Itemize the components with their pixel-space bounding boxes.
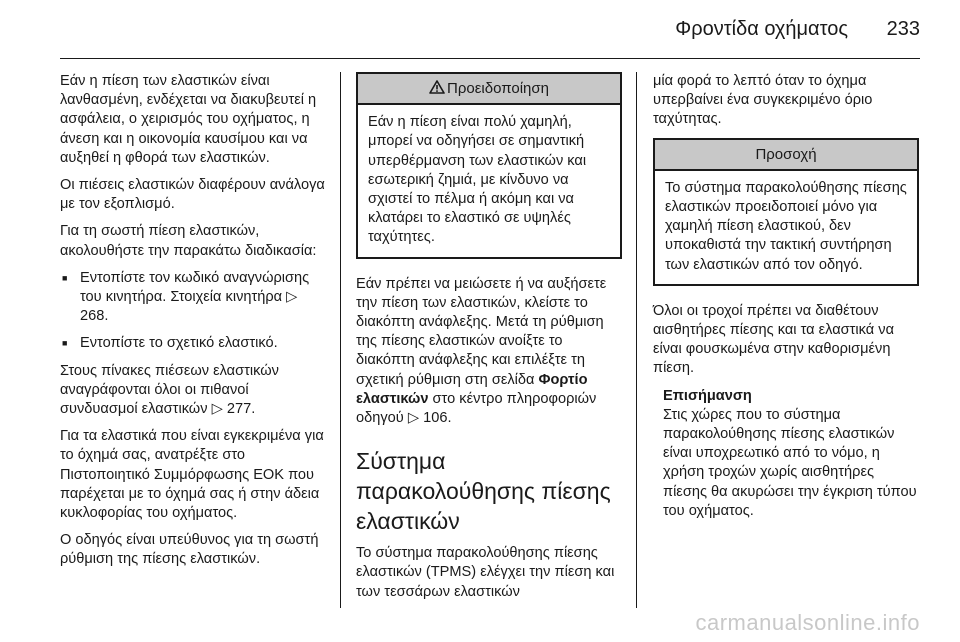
warning-title: Προειδοποίηση (447, 80, 549, 97)
warning-box (356, 72, 622, 259)
note-block (653, 387, 919, 521)
column-1 (60, 72, 326, 578)
paragraph: Όλοι οι τροχοί πρέπει να διαθέτουν αισθητήρες πίεσης και τα ελαστικά να είναι φουσκωμένα στην καθορισμένη πίεση. (653, 302, 895, 377)
column-2 (356, 72, 622, 610)
section-heading: Σύστημα παρακολούθησης πίεσης ελαστικών (356, 448, 611, 535)
page-number: 233 (886, 18, 920, 40)
header-divider (60, 58, 920, 59)
triangle-arrow-ref-icon: ▷ (286, 289, 298, 306)
note-title: Επισήμανση (663, 387, 752, 404)
warning-box-header (358, 74, 620, 105)
square-bullet-icon: ■ (62, 338, 68, 349)
paragraph: Εάν πρέπει να μειώσετε ή να αυξήσετε την πίεση των ελαστικών, κλείστε το διακόπτη ανάφλεξης. Μετά τη ρύθμιση της πίεσης ελαστικών ανοίξτε το διακόπτη ανάφλεξης και επιλέξτε τη σχετική ρύθμιση στη σελίδα Φορτίο ελαστικών στο κέντρο πληροφοριών οδηγού ▷ 106. (356, 275, 607, 427)
triangle-arrow-ref-icon: ▷ (211, 401, 223, 418)
paragraph: Για τα ελαστικά που είναι εγκεκριμένα για το όχημά σας, ανατρέξτε στο Πιστοποιητικό Συμμόρφωσης ΕΟΚ που παρέχεται με το όχημά σας ή στην άδεια κυκλοφορίας του οχήματος. (60, 428, 324, 522)
page-reference[interactable]: 277. (226, 401, 256, 418)
list-item (60, 334, 326, 353)
paragraph: Οι πιέσεις ελαστικών διαφέρουν ανάλογα με τον εξοπλισμό. (60, 177, 325, 213)
page-reference[interactable]: 268. (80, 308, 109, 325)
list-item-text: Εντοπίστε τον κωδικό αναγνώρισης του κινητήρα. Στοιχεία κινητήρα (80, 269, 310, 306)
square-bullet-icon: ■ (62, 272, 68, 283)
list-item-text: Εντοπίστε το σχετικό ελαστικό. (80, 335, 278, 352)
watermark: carmanualsonline.info (695, 610, 920, 635)
section-title: Φροντίδα οχήματος (675, 18, 848, 40)
warning-triangle-icon (429, 80, 445, 94)
paragraph: Ο οδηγός είναι υπεύθυνος για τη σωστή ρύθμιση της πίεσης ελαστικών. (60, 532, 319, 568)
note-body: Στις χώρες που το σύστημα παρακολούθησης πίεσης ελαστικών είναι υποχρεωτικό από το νόμο, η χρήση τροχών χωρίς αισθητήρες πίεσης θα ακυρώσει την έγκριση τύπου του οχήματος. (663, 406, 917, 519)
triangle-arrow-ref-icon: ▷ (407, 410, 420, 427)
menu-reference: Φορτίο ελαστικών (356, 371, 588, 407)
column-divider-2 (636, 72, 637, 608)
paragraph: μία φορά το λεπτό όταν το όχημα υπερβαίνει ένα συγκεκριμένο όριο ταχύτητας. (653, 73, 873, 128)
paragraph: Το σύστημα παρακολούθησης πίεσης ελαστικών (TPMS) ελέγχει την πίεση και των τεσσάρων ελαστικών (356, 545, 615, 600)
page-header (0, 0, 960, 62)
caution-body: Το σύστημα παρακολούθησης πίεσης ελαστικών προειδοποιεί μόνο για χαμηλή πίεση ελαστικού, δεν υποκαθιστά την τακτική συντήρηση των ελαστικών από τον οδηγό. (665, 179, 907, 273)
caution-title: Προσοχή (655, 140, 917, 171)
paragraph: Για τη σωστή πίεση ελαστικών, ακολουθήστε την παρακάτω διαδικασία: (60, 223, 317, 259)
warning-body: Εάν η πίεση είναι πολύ χαμηλή, μπορεί να οδηγήσει σε σημαντική υπερθέρμανση των ελαστικών και εσωτερική ζημιά, με κίνδυνο να σχιστεί το πέλμα ή ακόμη και να κλατάρει το ελαστικό σε υψηλές ταχύτητες. (368, 114, 587, 246)
list-item (60, 269, 326, 327)
column-divider-1 (340, 72, 341, 608)
column-3 (653, 72, 919, 521)
paragraph: Εάν η πίεση των ελαστικών είναι λανθασμένη, ενδέχεται να διακυβευτεί η ασφάλεια, ο χειρισμός του οχήματος, η άνεση και η οικονομία καυσίμου και να αυξηθεί η φθορά των ελαστικών. (60, 73, 317, 166)
page-reference[interactable]: 106. (423, 410, 452, 427)
paragraph: Στους πίνακες πιέσεων ελαστικών αναγράφονται όλοι οι πιθανοί συνδυασμοί ελαστικών ▷ 277. (60, 362, 279, 418)
caution-box (653, 138, 919, 286)
